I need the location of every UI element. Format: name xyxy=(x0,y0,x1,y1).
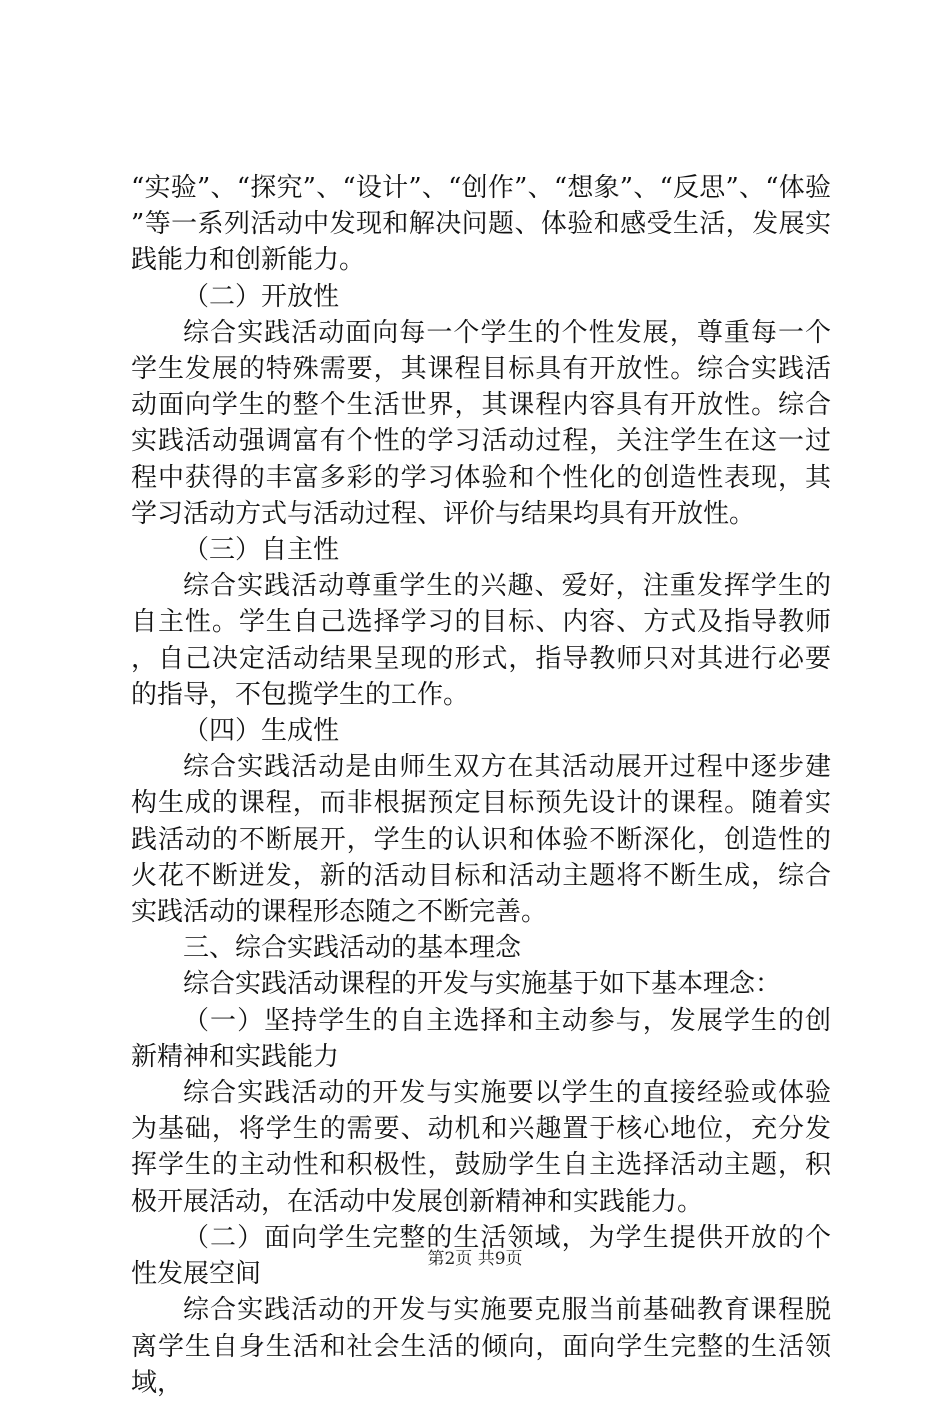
page-footer xyxy=(0,1244,950,1269)
document-body xyxy=(131,170,831,1401)
subheading-concept-2: （二）面向学生完整的生活领域，为学生提供开放的个性发展空间 xyxy=(131,1222,831,1290)
section-heading-generative: （四）生成性 xyxy=(183,716,340,747)
section-heading-autonomy: （三）自主性 xyxy=(183,535,340,566)
paragraph-openness: 综合实践活动面向每一个学生的个性发展，尊重每一个学生发展的特殊需要，其课程目标具有开放性。综合实践活动面向学生的整个生活世界，其课程内容具有开放性。综合实践活动强调富有个性的学习活动过程，关注学生在这一过程中获得的丰富多彩的学习体验和个性化的创造性表现，其学习活动方式与活动过程、评价与结果均具有开放性。 xyxy=(131,317,831,529)
paragraph-1: “实验”、“探究”、“设计”、“创作”、“想象”、“反思”、“体验”等一系列活动中发现和解决问题、体验和感受生活，发展实践能力和创新能力。 xyxy=(131,173,831,276)
paragraph-autonomy: 综合实践活动尊重学生的兴趣、爱好，注重发挥学生的自主性。学生自己选择学习的目标、内容、方式及指导教师，自己决定活动结果呈现的形式，指导教师只对其进行必要的指导，不包揽学生的工作。 xyxy=(131,571,831,710)
paragraph-generative: 综合实践活动是由师生双方在其活动展开过程中逐步建构生成的课程，而非根据预定目标预先设计的课程。随着实践活动的不断展开，学生的认识和体验不断深化，创造性的火花不断迸发，新的活动目标和活动主题将不断生成，综合实践活动的课程形态随之不断完善。 xyxy=(131,752,831,928)
paragraph-concept-2: 综合实践活动的开发与实施要克服当前基础教育课程脱离学生自身生活和社会生活的倾向，面向学生完整的生活领域， xyxy=(131,1295,831,1398)
paragraph-concept-1: 综合实践活动的开发与实施要以学生的直接经验或体验为基础，将学生的需要、动机和兴趣置于核心地位，充分发挥学生的主动性和积极性，鼓励学生自主选择活动主题，积极开展活动，在活动中发展创新精神和实践能力。 xyxy=(131,1078,831,1217)
subheading-concept-1: （一）坚持学生的自主选择和主动参与，发展学生的创新精神和实践能力 xyxy=(131,1005,831,1072)
section-heading-basic-concepts: 三、综合实践活动的基本理念 xyxy=(183,933,522,964)
paragraph-basic-concepts-intro: 综合实践活动课程的开发与实施基于如下基本理念： xyxy=(183,969,782,1000)
page-number: 第2页 共9页 xyxy=(427,1249,523,1269)
section-heading-openness: （二）开放性 xyxy=(183,281,340,312)
